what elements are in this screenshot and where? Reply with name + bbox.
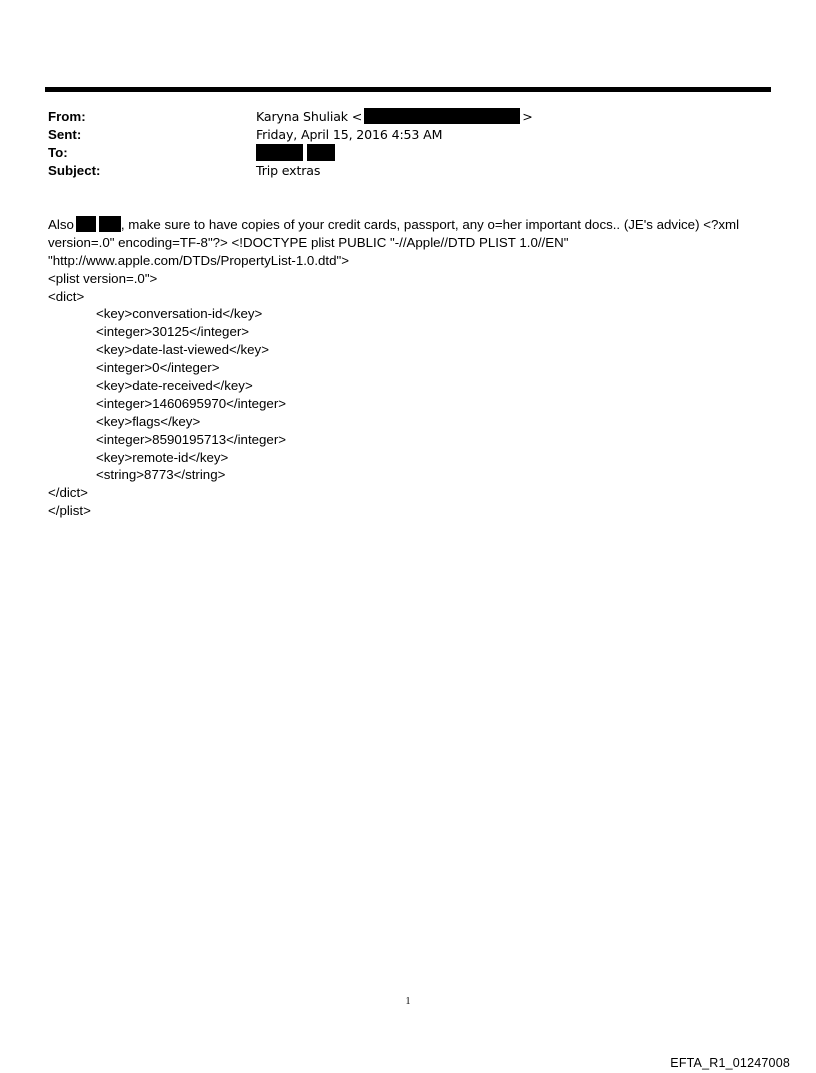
to-row: [48, 144, 748, 162]
email-body: [48, 216, 788, 520]
body-line: <dict>: [48, 288, 85, 304]
document-id: EFTA_R1_01247008: [670, 1056, 790, 1070]
redacted-name-last: [99, 216, 121, 232]
redacted-name-first: [76, 216, 96, 232]
body-intro: Also: [48, 217, 74, 232]
sent-value: Friday, April 15, 2016 4:53 AM: [256, 127, 443, 142]
plist-line: <key>flags</key>: [96, 413, 201, 429]
plist-line: <key>date-last-viewed</key>: [96, 342, 269, 358]
body-line: version=.0" encoding=TF-8"?> <!DOCTYPE plist PUBLIC "-//Apple//DTD PLIST 1.0//EN": [48, 234, 569, 250]
from-label: From:: [48, 109, 86, 124]
plist-line: <integer>8590195713</integer>: [96, 431, 287, 447]
redacted-recipient-first: [256, 144, 303, 161]
body-line-1: [48, 216, 788, 234]
subject-label: Subject:: [48, 163, 101, 178]
plist-line: <key>remote-id</key>: [96, 449, 229, 465]
sent-label: Sent:: [48, 127, 82, 142]
from-row: [48, 108, 748, 126]
from-close: >: [522, 109, 533, 124]
header-rule: [45, 87, 771, 92]
page-number: 1: [405, 996, 411, 1007]
plist-line: <key>conversation-id</key>: [96, 306, 263, 322]
body-line: </plist>: [48, 503, 91, 519]
subject-value: Trip extras: [256, 163, 321, 178]
body-line: <plist version=.0">: [48, 270, 158, 286]
body-line: </dict>: [48, 485, 88, 501]
plist-line: <integer>30125</integer>: [96, 324, 250, 340]
plist-line: <integer>1460695970</integer>: [96, 395, 287, 411]
to-value: [256, 144, 335, 163]
sent-row: [48, 126, 748, 144]
to-label: To:: [48, 145, 68, 160]
subject-row: [48, 162, 748, 180]
body-intro-rest: , make sure to have copies of your credit cards, passport, any o=her important docs.. (JE's advice) <?xml: [120, 217, 740, 232]
plist-line: <integer>0</integer>: [96, 360, 220, 376]
plist-line: <string>8773</string>: [96, 467, 226, 483]
body-line: "http://www.apple.com/DTDs/PropertyList-1.0.dtd">: [48, 252, 349, 268]
redacted-recipient-last: [307, 144, 335, 161]
redacted-email: [364, 108, 520, 124]
from-name: Karyna Shuliak <: [256, 109, 363, 124]
plist-line: <key>date-received</key>: [96, 378, 253, 394]
from-value: [256, 108, 533, 126]
email-header: [48, 108, 748, 180]
